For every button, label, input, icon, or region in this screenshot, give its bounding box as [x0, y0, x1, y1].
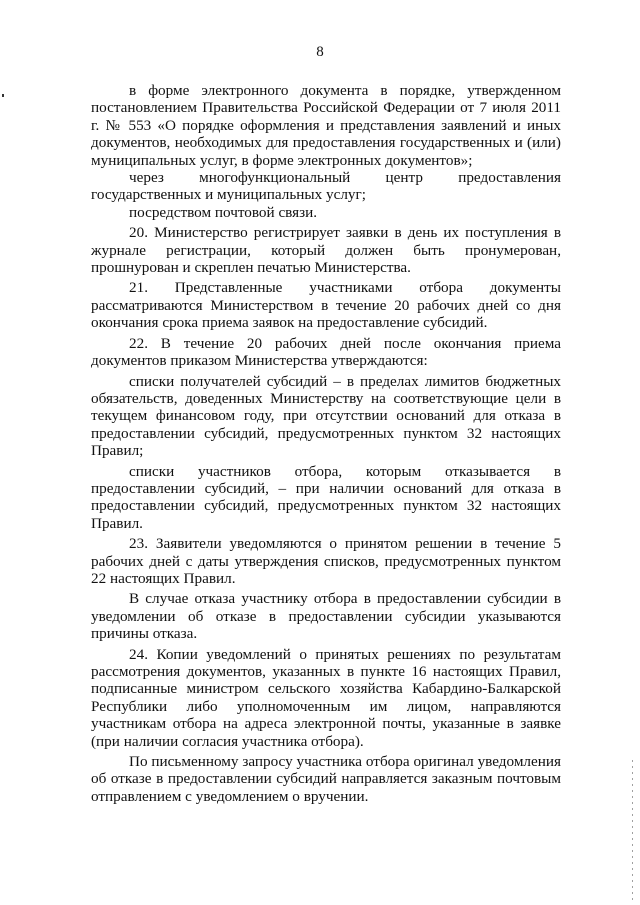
paragraph-24: 24. Копии уведомлений о принятых решениях по результатам рассмотрения документов, указанных в пункте 16 настоящих Правил, подписанные министром сельского хозяйства Кабардино-Балкарской Республики либо уполномоченным им лицом, направляются участникам отбора на адреса электронной почты, указанные в заявке (при наличии согласия участника отбора).: [91, 645, 561, 750]
paragraph-22: 22. В течение 20 рабочих дней после окончания приема документов приказом Министерства утверждаются:: [91, 334, 561, 370]
paragraph-refusal-notice: В случае отказа участнику отбора в предоставлении субсидии в уведомлении об отказе в предоставлении субсидии указываются причины отказа.: [91, 590, 561, 643]
scan-artifact: [2, 94, 4, 97]
paragraph-23: 23. Заявители уведомляются о принятом решении в течение 5 рабочих дней с даты утверждения списков, предусмотренных пунктом 22 настоящих Правил.: [91, 535, 561, 587]
paragraph-postal: посредством почтовой связи.: [129, 203, 318, 221]
paragraph-21: 21. Представленные участниками отбора документы рассматриваются Министерством в течение 20 рабочих дней со дня окончания срока приема заявок на предоставление субсидий.: [91, 279, 561, 332]
paragraph-electronic-form: в форме электронного документа в порядке, утвержденном постановлением Правительства Российской Федерации от 7 июля 2011 г. № 553 «О порядке оформления и представления заявлений и иных документов, необходимых для предоставления государственных и (или) муниципальных услуг, в форме электронных документов»;: [91, 82, 561, 169]
paragraph-20: 20. Министерство регистрирует заявки в день их поступления в журнале регистрации, который должен быть пронумерован, прошнурован и скреплен печатью Министерства.: [91, 224, 561, 277]
page-number: 8: [316, 44, 324, 60]
paragraph-refused-list: списки участников отбора, которым отказывается в предоставлении субсидий, – при наличии оснований для отказа в предоставлении субсидий, предусмотренных пунктом 32 настоящих Правил.: [91, 462, 561, 532]
paragraph-recipients-list: списки получателей субсидий – в пределах лимитов бюджетных обязательств, доведенных Министерству на соответствующие цели в текущем финансовом году, при отсутствии оснований для отказа в предоставлении субсидий, предусмотренных пунктом 32 настоящих Правил;: [91, 372, 561, 460]
scan-edge-artifact: [632, 760, 633, 900]
document-body: [91, 82, 561, 805]
paragraph-mfc: через многофункциональный центр предоставления государственных и муниципальных услуг;: [91, 169, 561, 204]
paragraph-original-by-request: По письменному запросу участника отбора оригинал уведомления об отказе в предоставлении субсидий направляется заказным почтовым отправлением с уведомлением о вручении.: [91, 753, 561, 805]
